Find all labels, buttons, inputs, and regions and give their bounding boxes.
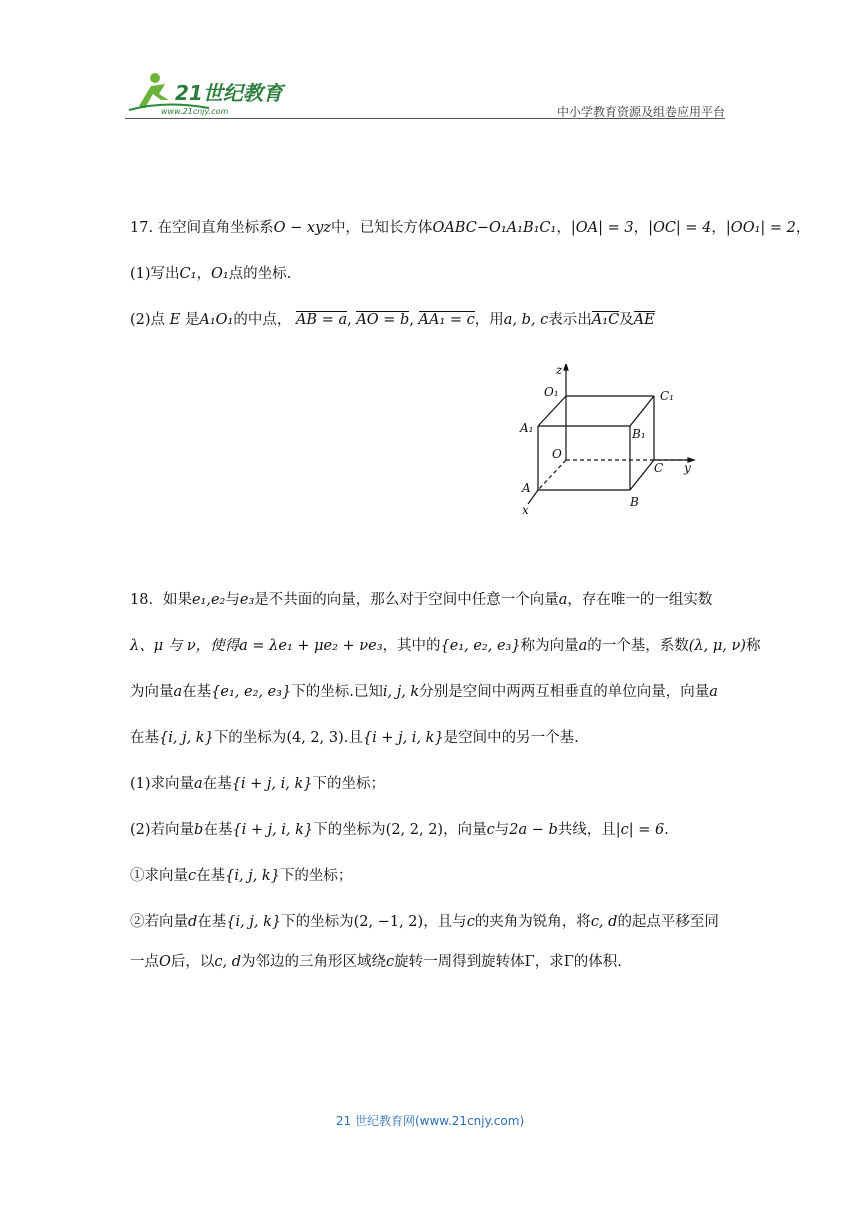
q18-cd: c, d [214, 954, 242, 970]
q18-text: 为向量 [130, 684, 174, 700]
q17-a1o1: A₁O₁ [199, 312, 234, 328]
fig-label: C [654, 461, 664, 475]
q17-p1-end: 点的坐标. [228, 266, 292, 282]
q17-oo1: |OO₁| = 2 [725, 220, 796, 236]
q18-text: 在基 [197, 914, 227, 930]
q18-text: (1)求向量 [130, 776, 195, 792]
q17-box: OABC−O₁A₁B₁C₁ [432, 220, 557, 236]
header-rule [125, 118, 725, 119]
q18-line-4 [130, 728, 579, 748]
q18-circ-1 [130, 866, 352, 886]
q18-text: 是不共面的向量，那么对于空间中任意一个向量 [254, 592, 559, 608]
q18-text: 分别是空间中两两互相垂直的单位向量，向量 [419, 684, 710, 700]
q17-o1: O₁ [210, 266, 229, 282]
q18-sub-2 [130, 820, 669, 840]
q18-text: 称为向量 [520, 638, 579, 654]
q18-text: 后，以 [170, 954, 215, 970]
q18-line-2 [130, 636, 760, 656]
q18-o: O [159, 954, 171, 970]
q18-text: ，其中的 [382, 638, 441, 654]
q18-circ-2 [130, 912, 719, 932]
q17-p1-text: (1)写出 [130, 266, 180, 282]
q18-text: 在基 [130, 730, 159, 746]
q18-sub-1 [130, 774, 385, 794]
q18-text: 旋转一周得到旋转体 [394, 954, 525, 970]
q17-p2-text: (2)点 [130, 312, 166, 328]
q18-set-ijk: {i, j, k} [159, 730, 214, 746]
q17-oa: |OA| = 3 [570, 220, 634, 236]
q17-sep: ， [196, 266, 211, 282]
q18-text: (2)若向量 [130, 822, 195, 838]
q18-text: ①求向量 [130, 868, 188, 884]
q18-expr: a = λe₁ + μe₂ + νe₃ [239, 638, 383, 654]
q18-c: c [486, 822, 495, 838]
q17-p2-e2: 表示出 [548, 312, 592, 328]
q17-abc: a, b, c [503, 312, 549, 328]
q18-text: ，且与 [423, 914, 467, 930]
q17-p2-d: ，用 [474, 312, 504, 328]
q18-text: 的夹角为锐角，将 [474, 914, 591, 930]
q18-set-ij-i-k: {i + j, i, k} [362, 730, 444, 746]
q17-text-2: 中，已知长方体 [330, 220, 433, 236]
svg-text:www.21cnjy.com: www.21cnjy.com [161, 107, 229, 116]
q18-text: 的体积. [573, 954, 622, 970]
q18-text: 下的坐标为 [213, 730, 287, 746]
q18-c: c [466, 914, 475, 930]
q18-text: 在基 [182, 684, 212, 700]
cuboid-figure [512, 364, 702, 516]
21cnjy-logo [125, 70, 305, 118]
q18-e3: e₃ [239, 592, 255, 608]
q17-eq-ab: AB = a [295, 312, 348, 328]
q18-text: ，求 [534, 954, 564, 970]
q17-part-2: (2)点 E 是A₁O₁的中点， AB = a, AO = b, AA₁ = c，用a, b, c表示出A₁C及AE [130, 312, 655, 328]
q18-line-3 [130, 682, 718, 702]
q18-text: 下的坐标为 [281, 914, 354, 930]
q18-text: 共线，且 [557, 822, 616, 838]
x-axis-hidden [538, 460, 566, 490]
q17-e: E [169, 312, 181, 328]
q18-set-ij-i-k: {i + j, i, k} [231, 776, 313, 792]
fig-label: B₁ [632, 427, 646, 441]
q18-d: d [188, 914, 198, 930]
q18-line-1 [130, 590, 712, 610]
edge-a1o1 [538, 396, 566, 426]
q17-coord: O − xyz [273, 220, 331, 236]
q18-a: a [578, 638, 588, 654]
q18-text: .且 [343, 730, 363, 746]
fig-label: y [684, 461, 691, 475]
q18-text: ，存在唯一的一组实数 [567, 592, 713, 608]
q18-coord-212: (2, −1, 2) [353, 914, 424, 930]
fig-label: B [630, 495, 639, 509]
q18-text: 下的坐标； [312, 776, 386, 792]
q18-yu: 与 [225, 592, 240, 608]
q18-gamma: Γ [524, 954, 535, 970]
q17-p2-b: 是 [184, 312, 200, 328]
q18-a: a [558, 592, 568, 608]
q18-text: 与 [494, 822, 510, 838]
fig-label: O [552, 447, 562, 461]
q17-text-1: 17. 在空间直角坐标系 [130, 220, 274, 236]
q17-eq-ao: AO = b [356, 312, 410, 328]
fig-label: x [522, 503, 529, 516]
q17-ae: AE [633, 312, 655, 328]
fig-label: A₁ [520, 421, 534, 435]
q18-text: 为邻边的三角形区域绕 [241, 954, 387, 970]
q18-text: ，向量 [443, 822, 487, 838]
q18-text: 是空间中的另一个基. [443, 730, 579, 746]
q18-text: 一点 [130, 954, 159, 970]
fig-label: C₁ [660, 389, 674, 403]
svg-text:21世纪教育: 21世纪教育 [175, 81, 283, 105]
q17-part-1 [130, 264, 291, 284]
q18-text: 下的坐标.已知 [291, 684, 383, 700]
q17-c1: C₁ [179, 266, 197, 282]
q18-text: 下的坐标为 [313, 822, 386, 838]
fig-label: A [522, 481, 531, 495]
q18-set-ijk: {i, j, k} [225, 868, 280, 884]
q18-text: 下的坐标； [279, 868, 353, 884]
q17-a1c: A₁C [591, 312, 620, 328]
platform-title: 中小学教育资源及组卷应用平台 [556, 105, 725, 119]
q18-coord-423: (4, 2, 3) [286, 730, 344, 746]
q18-gamma: Γ [563, 954, 574, 970]
q17-stem: 17. 在空间直角坐标系O − xyz中，已知长方体OABC−O₁A₁B₁C₁，|OA| = 3，|OC| = 4，|OO₁| = 2， [130, 220, 811, 236]
q18-text: 的起点平移至同 [617, 914, 719, 930]
q18-e1e2: e₁,e₂ [191, 592, 226, 608]
q18-cd: c, d [590, 914, 618, 930]
q18-a: a [194, 776, 203, 792]
q18-text: 18．如果 [130, 592, 192, 608]
edge-bc [630, 460, 654, 490]
q17-p2-c: 的中点， [233, 312, 292, 328]
q18-text: 称 [745, 638, 761, 654]
q17-eq-aa1: AA₁ = c [418, 312, 475, 328]
q18-cabs: |c| = 6 [615, 822, 665, 838]
q17-oc: |OC| = 4 [648, 220, 712, 236]
q18-ijk: i, j, k [382, 684, 420, 700]
q18-set-e: {e₁, e₂, e₃} [440, 638, 521, 654]
q18-text: λ、μ 与 ν，使得 [130, 638, 240, 654]
q18-c: c [386, 954, 395, 970]
q18-text: 在基 [202, 776, 232, 792]
q18-c: c [188, 868, 197, 884]
q18-text: 的一个基，系数 [587, 638, 689, 654]
q18-a: a [173, 684, 183, 700]
q18-coord-222: (2, 2, 2) [385, 822, 444, 838]
q18-text: 在基 [196, 868, 226, 884]
fig-label: O₁ [544, 385, 559, 399]
page-header [125, 70, 725, 120]
page-footer[interactable]: 21 世纪教育网(www.21cnjy.com) [335, 1114, 525, 1128]
q18-b: b [194, 822, 204, 838]
q18-circ-2-cont [130, 952, 622, 972]
q18-set-e: {e₁, e₂, e₃} [211, 684, 292, 700]
q18-text: ②若向量 [130, 914, 188, 930]
q18-set-ij-i-k: {i + j, i, k} [232, 822, 314, 838]
q17-and: 及 [619, 312, 634, 328]
q18-2a-b: 2a − b [509, 822, 558, 838]
q18-lmn: (λ, μ, ν) [688, 638, 746, 654]
edge-b1c1 [630, 396, 654, 426]
q18-text: . [664, 822, 669, 838]
q18-a: a [709, 684, 718, 700]
fig-label: z [556, 364, 563, 377]
q18-set-ijk: {i, j, k} [226, 914, 282, 930]
q18-text: 在基 [203, 822, 233, 838]
